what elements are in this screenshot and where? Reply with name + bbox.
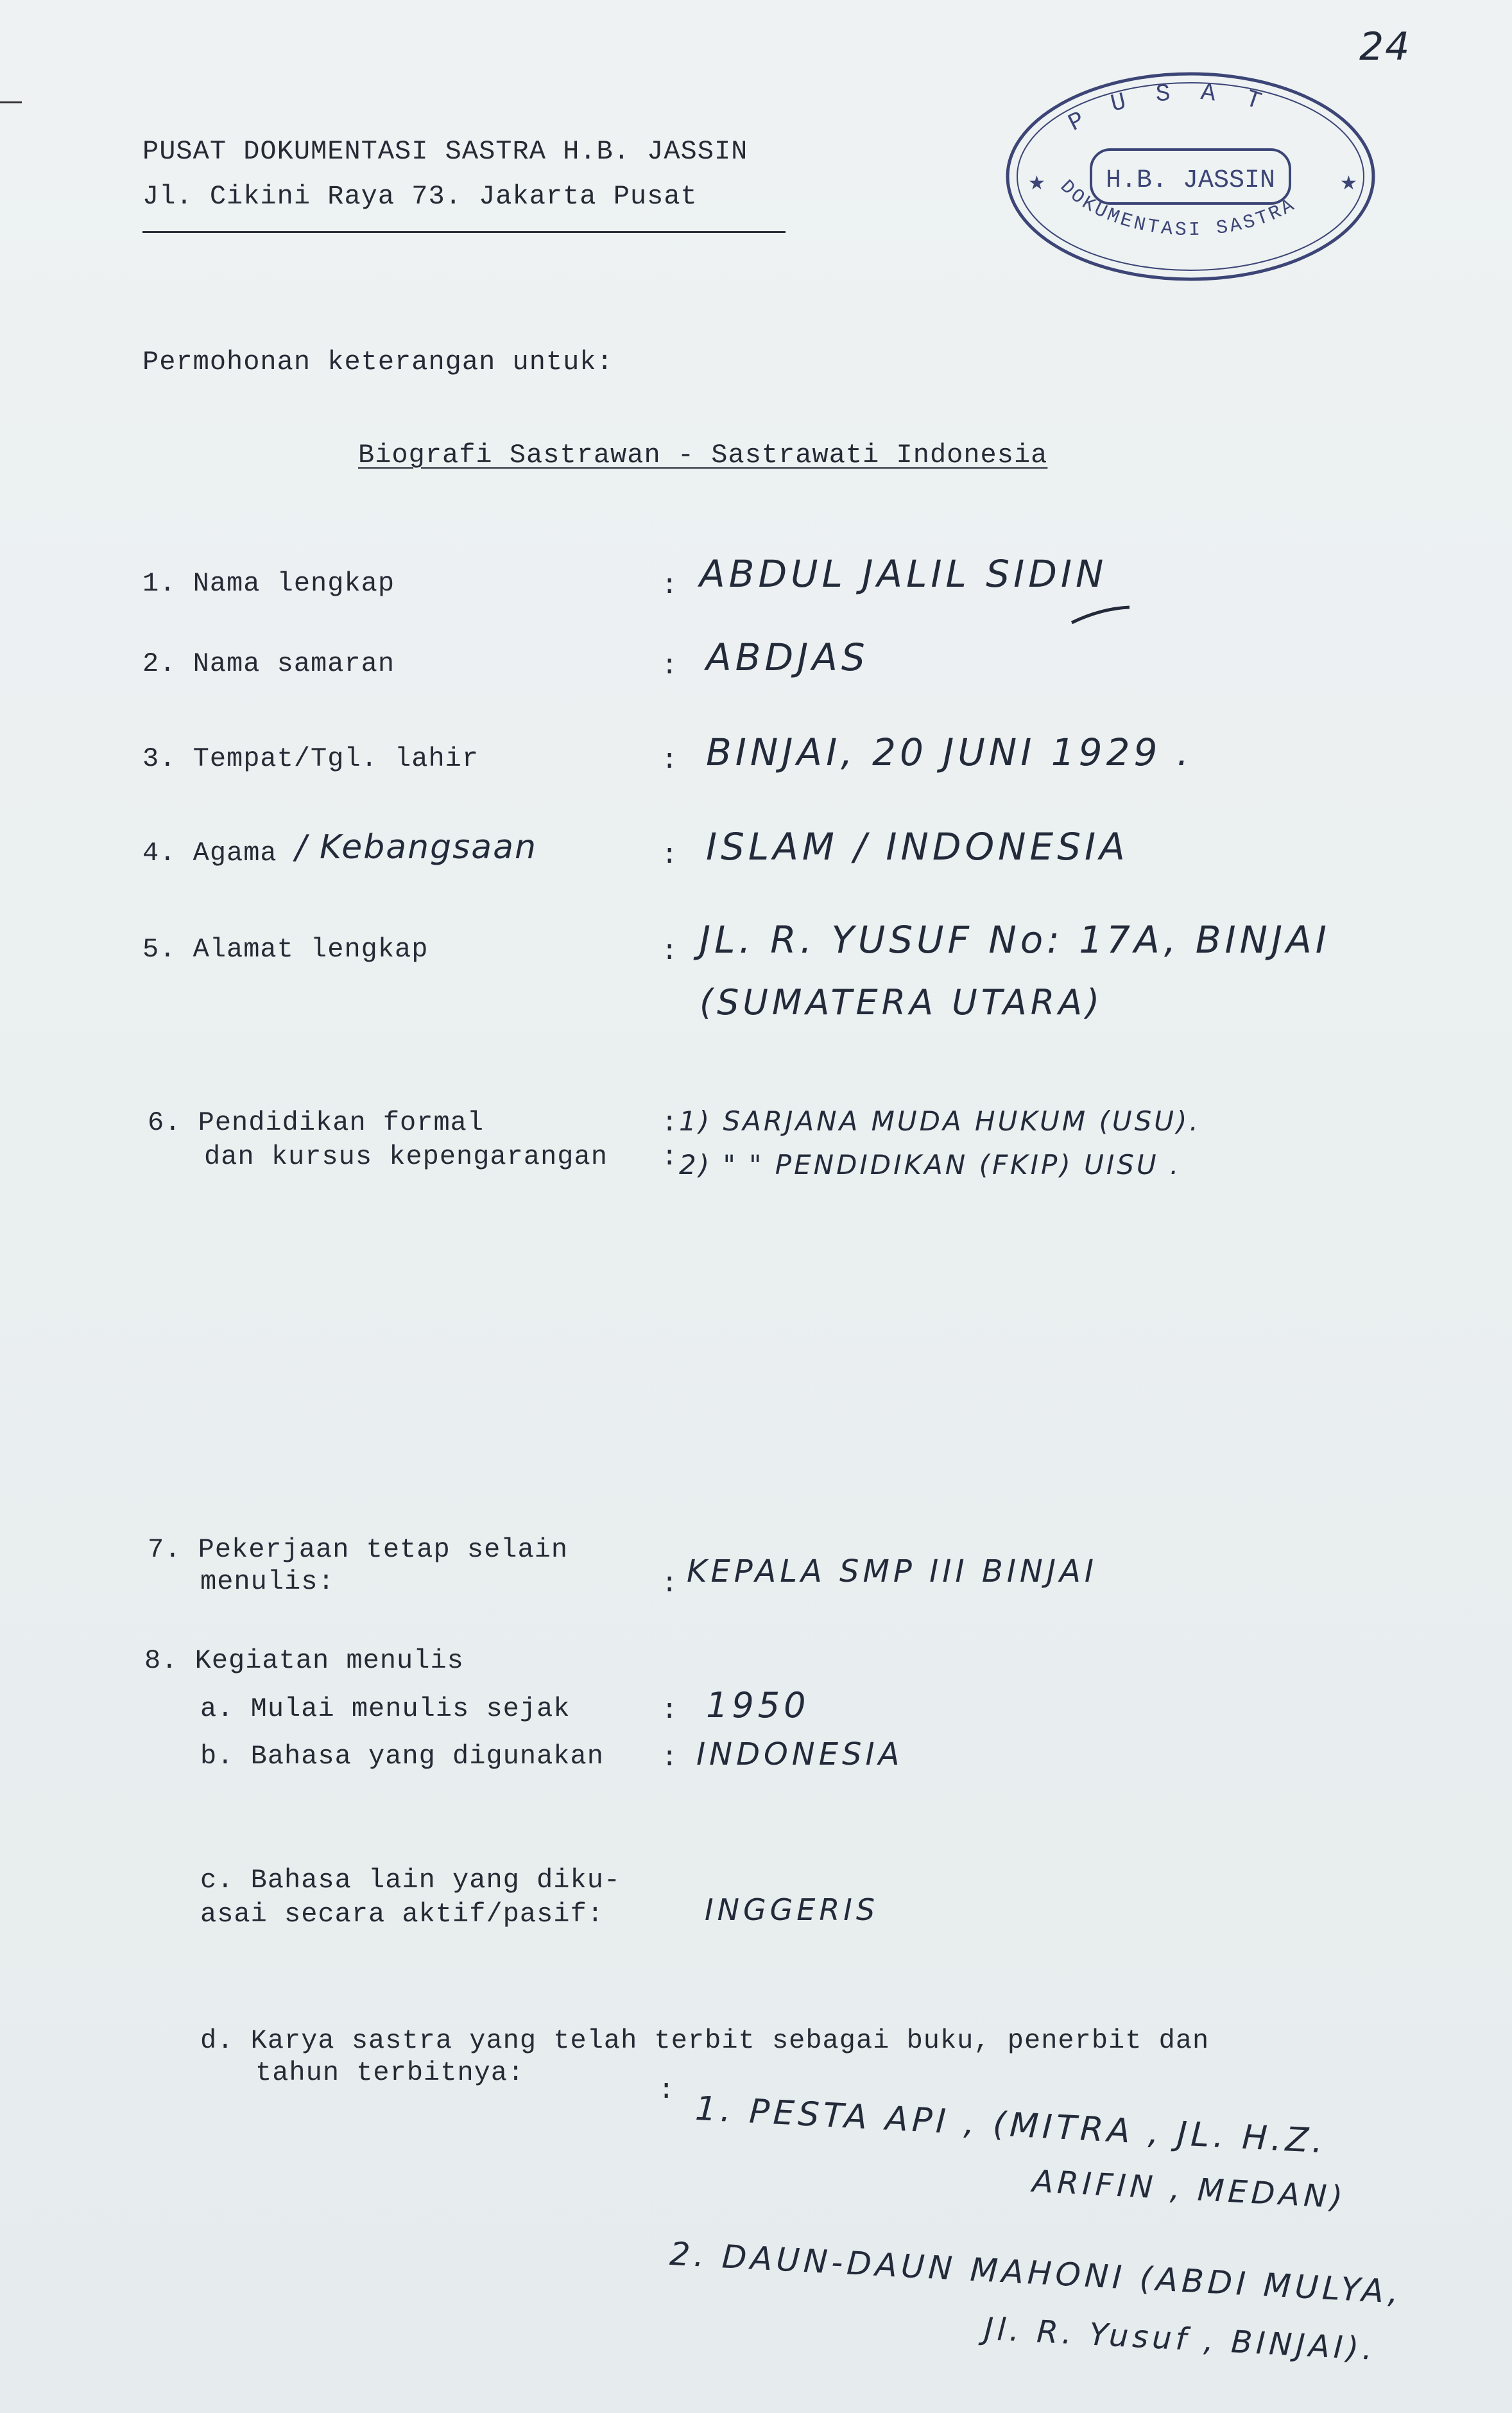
stamp-star-icon: ★ (1340, 172, 1357, 195)
margin-mark (0, 101, 22, 103)
stamp-bottom-text: DOKUMENTASI SASTRA (1055, 176, 1300, 242)
field-name-label: 1. Nama lengkap (142, 568, 395, 599)
field-education-value-line1: 1) SARJANA MUDA HUKUM (USU). (679, 1105, 1201, 1137)
field-address-value-line1: JL. R. YUSUF No: 17A, BINJAI (700, 918, 1330, 962)
field-education-value-line2: 2) " " PENDIDIKAN (FKIP) UISU . (679, 1149, 1181, 1181)
field-other-language-label-line2: asai secara aktif/pasif: (200, 1899, 604, 1930)
stamp-top-text: PUSAT (1064, 78, 1293, 138)
field-birth-label: 3. Tempat/Tgl. lahir (142, 743, 479, 774)
published-work-1-line1: 1. PESTA API , (MITRA , JL. H.Z. (694, 2089, 1328, 2161)
field-occupation-label-line2: menulis: (200, 1566, 335, 1597)
published-work-2-line1: 2. DAUN-DAUN MAHONI (ABDI MULYA, (668, 2235, 1404, 2311)
org-address: Jl. Cikini Raya 73. Jakarta Pusat (142, 181, 698, 212)
field-language-used-value: INDONESIA (696, 1736, 904, 1772)
field-colon: : (661, 936, 678, 968)
header-rule (142, 231, 786, 233)
stamp-center-text: H.B. JASSIN (1105, 166, 1276, 195)
field-colon: : (661, 840, 678, 872)
field-colon: : (661, 1141, 678, 1173)
field-colon: : (661, 1742, 678, 1774)
field-name-value: ABDUL JALIL SIDIN (700, 552, 1108, 596)
field-religion-handwritten-addition: / Kebangsaan (295, 828, 537, 867)
org-name: PUSAT DOKUMENTASI SASTRA H.B. JASSIN (142, 136, 748, 167)
form-title: Biografi Sastrawan - Sastrawati Indonesia (358, 440, 1048, 471)
stamp-star-icon: ★ (1028, 172, 1045, 195)
field-pseudonym-label: 2. Nama samaran (142, 648, 395, 679)
field-colon: : (661, 570, 678, 602)
field-occupation-label-line1: 7. Pekerjaan tetap selain (148, 1534, 569, 1565)
field-pseudonym-value: ABDJAS (706, 636, 869, 679)
field-address-label: 5. Alamat lengkap (142, 934, 429, 965)
field-colon: : (661, 650, 678, 682)
field-colon: : (661, 1568, 678, 1600)
published-work-2-line2: Jl. R. Yusuf , BINJAI). (983, 2311, 1377, 2367)
request-label: Permohonan keterangan untuk: (142, 347, 614, 377)
published-work-1-line2: ARIFIN , MEDAN) (1031, 2163, 1348, 2216)
field-published-works-label-line1: d. Karya sastra yang telah terbit sebagai buku, penerbit dan (200, 2025, 1210, 2056)
field-published-works-label-line2: tahun terbitnya: (255, 2057, 525, 2088)
field-education-label-line2: dan kursus kepengarangan (204, 1141, 608, 1172)
field-occupation-value: KEPALA SMP III BINJAI (687, 1553, 1097, 1589)
field-writing-since-label: a. Mulai menulis sejak (200, 1693, 571, 1724)
field-colon: : (661, 1695, 678, 1727)
field-religion-label: 4. Agama (142, 838, 277, 869)
field-address-value-line2: (SUMATERA UTARA) (700, 982, 1104, 1023)
field-birth-value: BINJAI, 20 JUNI 1929 . (706, 731, 1193, 774)
field-colon: : (661, 745, 678, 777)
field-religion-value: ISLAM / INDONESIA (706, 825, 1129, 869)
institution-stamp (1001, 67, 1380, 286)
field-colon: : (661, 1107, 678, 1139)
field-other-language-value: INGGERIS (705, 1892, 879, 1927)
handwritten-mark (1069, 603, 1133, 629)
page-number: 24 (1359, 24, 1411, 69)
field-education-label-line1: 6. Pendidikan formal (148, 1107, 485, 1138)
field-writing-activity-label: 8. Kegiatan menulis (144, 1645, 464, 1676)
field-other-language-label-line1: c. Bahasa lain yang diku- (200, 1865, 621, 1896)
field-language-used-label: b. Bahasa yang digunakan (200, 1741, 604, 1772)
field-colon: : (658, 2075, 675, 2107)
field-writing-since-value: 1950 (706, 1685, 810, 1725)
